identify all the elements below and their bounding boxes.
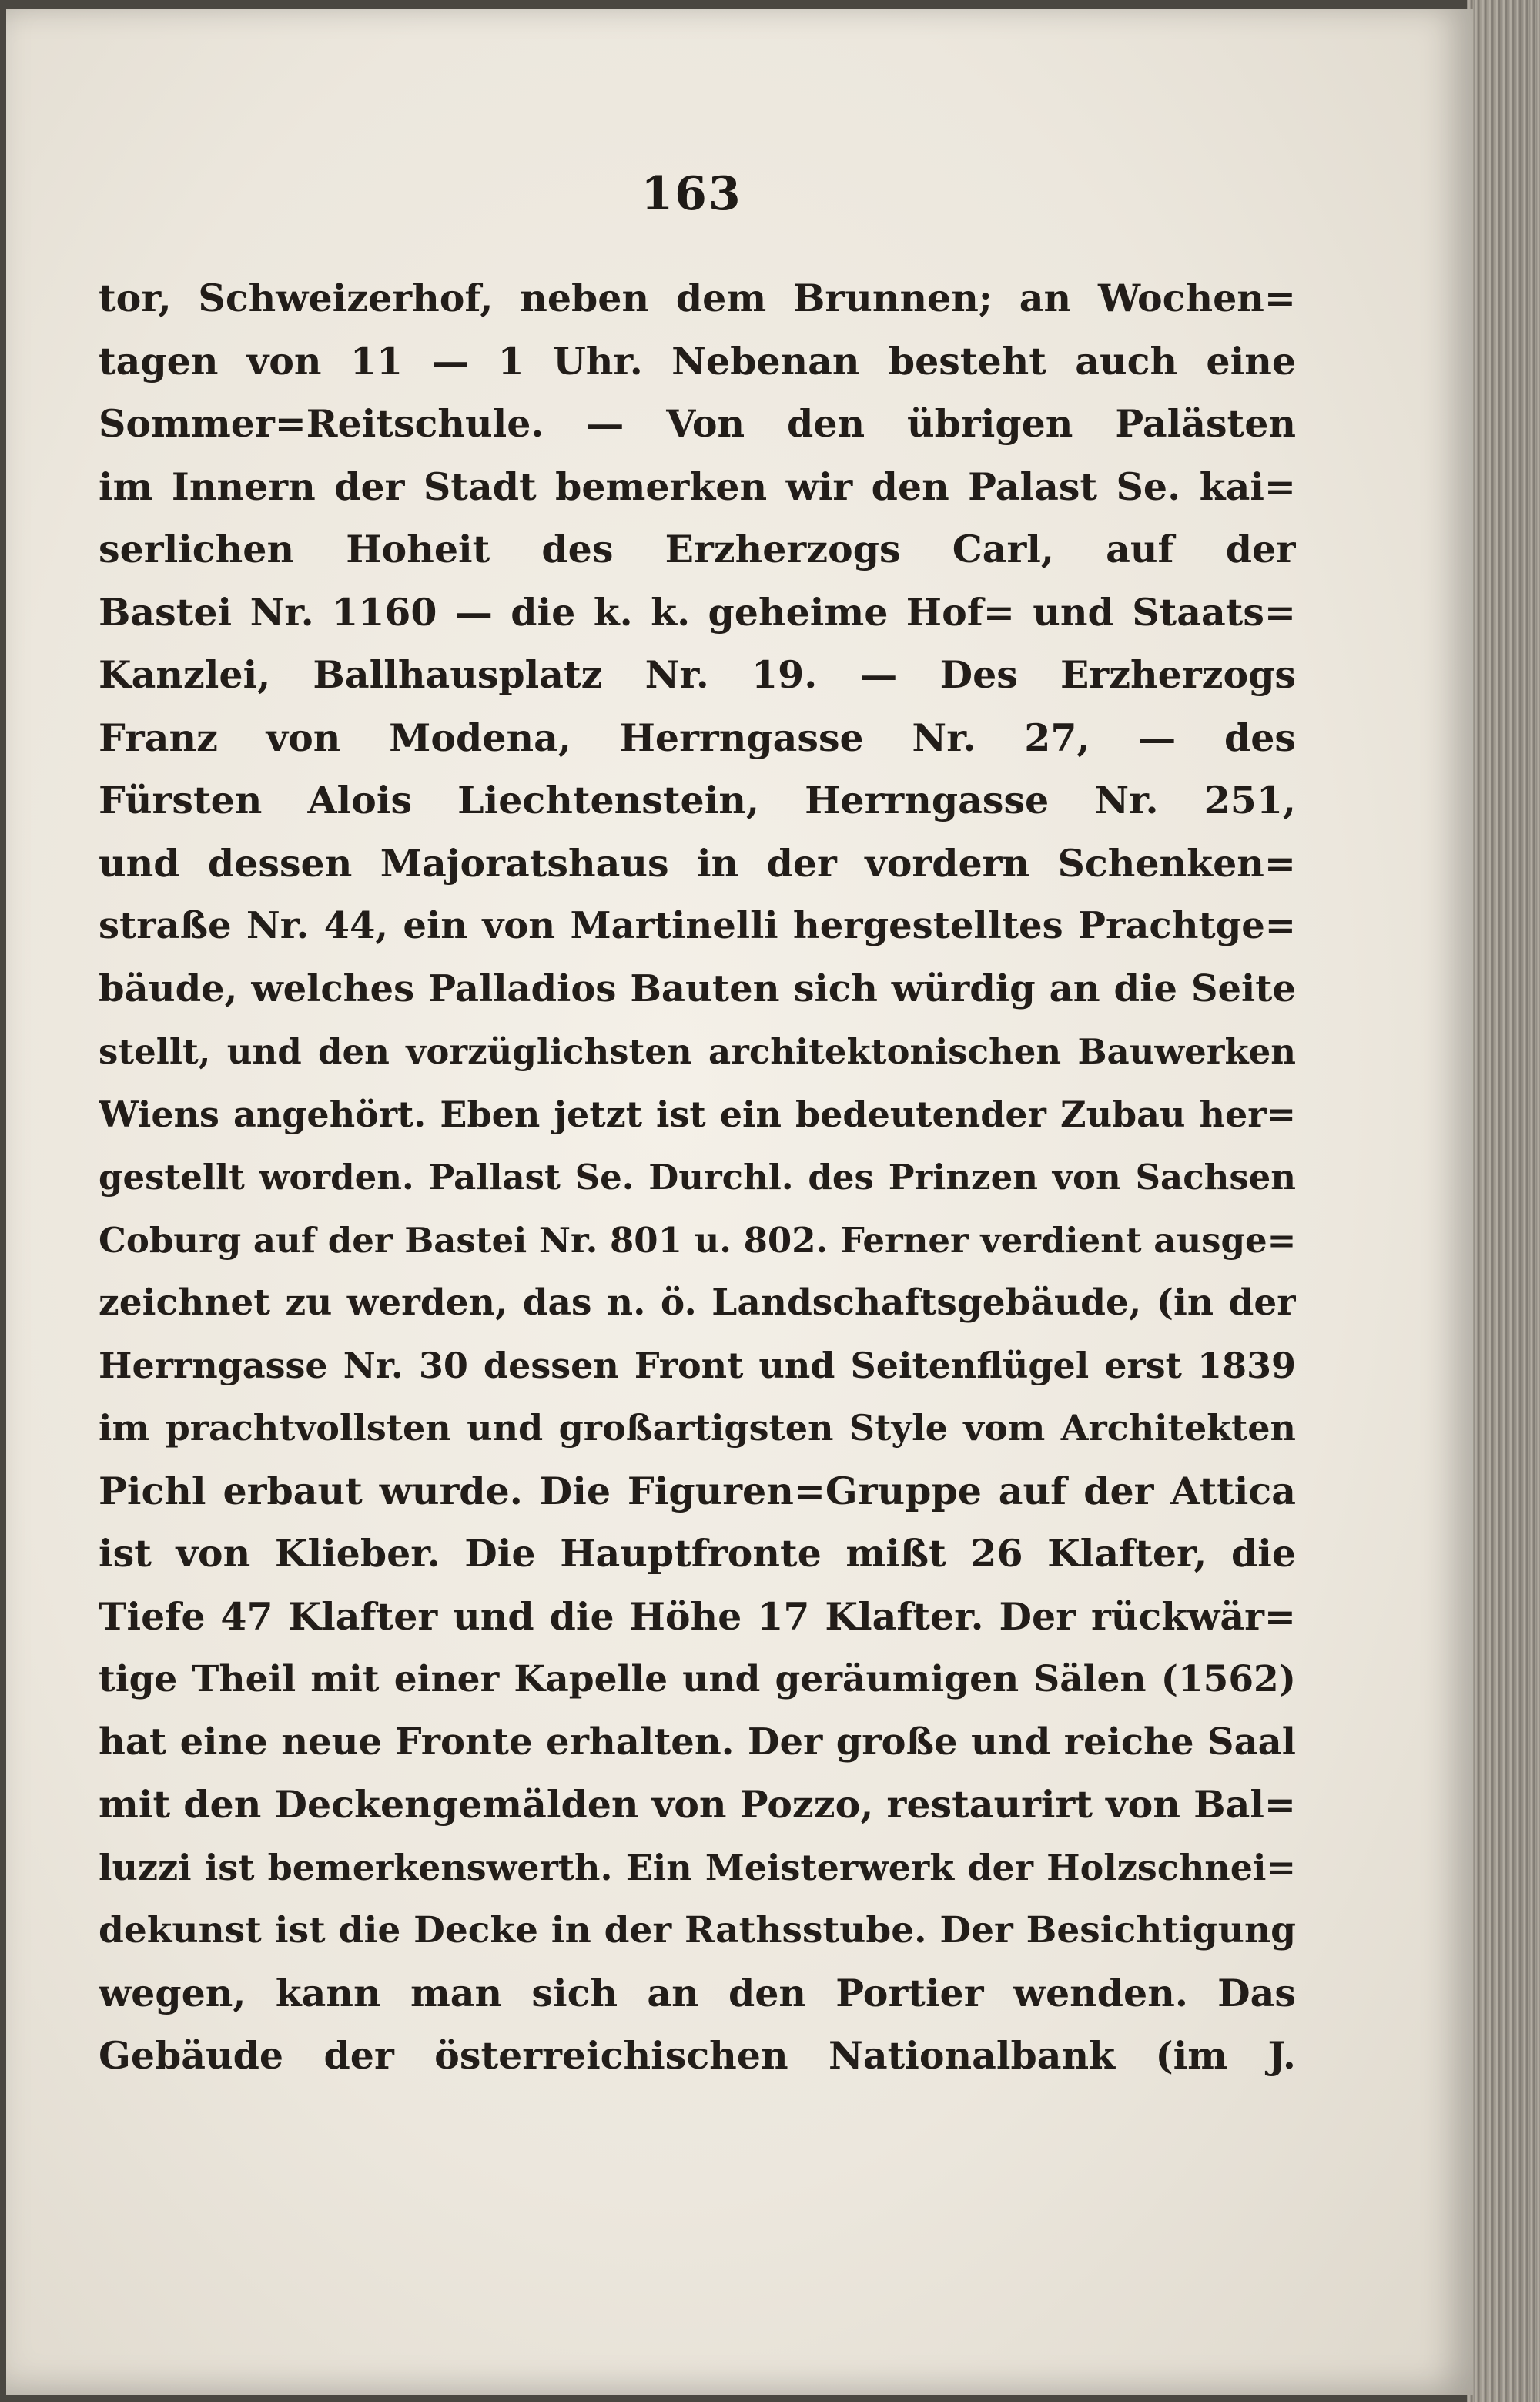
text-line: tor, Schweizerhof, neben dem Brunnen; an Wochen=	[99, 276, 1296, 320]
text-line: bäude, welches Palladios Bauten sich würdig an die Seite	[99, 966, 1296, 1010]
text-line: Tiefe 47 Klafter und die Höhe 17 Klafter. Der rückwär=	[99, 1593, 1296, 1639]
text-line: Franz von Modena, Herrngasse Nr. 27, — des	[99, 715, 1296, 760]
text-line: gestellt worden. Pallast Se. Durchl. des Prinzen von Sachsen	[99, 1157, 1296, 1198]
text-line: Wiens angehört. Eben jetzt ist ein bedeutender Zubau her=	[99, 1093, 1296, 1135]
text-line: mit den Deckengemälden von Pozzo, restaurirt von Bal=	[99, 1782, 1296, 1827]
text-line: Gebäude der österreichischen Nationalbank (im J.	[99, 2033, 1296, 2078]
text-line: Herrngasse Nr. 30 dessen Front und Seitenflügel erst 1839	[99, 1344, 1296, 1386]
text-line: tagen von 11 — 1 Uhr. Nebenan besteht auch eine	[99, 338, 1296, 384]
text-line: Fürsten Alois Liechtenstein, Herrngasse Nr. 251,	[99, 778, 1296, 822]
text-line: zeichnet zu werden, das n. ö. Landschaftsgebäude, (in der	[99, 1281, 1296, 1324]
text-line: Bastei Nr. 1160 — die k. k. geheime Hof= und Staats=	[99, 589, 1296, 635]
text-line: dekunst ist die Decke in der Rathsstube. Der Besichtigung	[99, 1909, 1296, 1951]
text-line: im Innern der Stadt bemerken wir den Palast Se. kai=	[99, 464, 1296, 509]
text-line: wegen, kann man sich an den Portier wenden. Das	[99, 1970, 1296, 2015]
text-line: Pichl erbaut wurde. Die Figuren=Gruppe auf der Attica	[99, 1468, 1296, 1513]
text-line: im prachtvollsten und großartigsten Style vom Architekten	[99, 1407, 1296, 1449]
text-line: Sommer=Reitschule. — Von den übrigen Palästen	[99, 401, 1296, 446]
text-line: und dessen Majoratshaus in der vordern Schenken=	[99, 840, 1296, 886]
text-line: ist von Klieber. Die Hauptfronte mißt 26 Klafter, die	[99, 1531, 1296, 1576]
text-line: stellt, und den vorzüglichsten architektonischen Bauwerken	[99, 1031, 1296, 1072]
text-line: hat eine neue Fronte erhalten. Der große und reiche Saal	[99, 1720, 1296, 1764]
text-line: Coburg auf der Bastei Nr. 801 u. 802. Ferner verdient ausge=	[99, 1219, 1296, 1261]
body-text	[99, 267, 1296, 2088]
text-line: serlichen Hoheit des Erzherzogs Carl, auf der	[99, 527, 1296, 571]
book-page	[6, 9, 1473, 2395]
text-line: straße Nr. 44, ein von Martinelli hergestelltes Prachtge=	[99, 904, 1296, 947]
page-number: 163	[641, 167, 742, 221]
text-line: luzzi ist bemerkenswerth. Ein Meisterwerk der Holzschnei=	[99, 1846, 1296, 1888]
text-line: Kanzlei, Ballhausplatz Nr. 19. — Des Erzherzogs	[99, 652, 1296, 697]
book-page-edges	[1467, 0, 1540, 2402]
text-line: tige Theil mit einer Kapelle und geräumigen Sälen (1562)	[99, 1658, 1296, 1700]
